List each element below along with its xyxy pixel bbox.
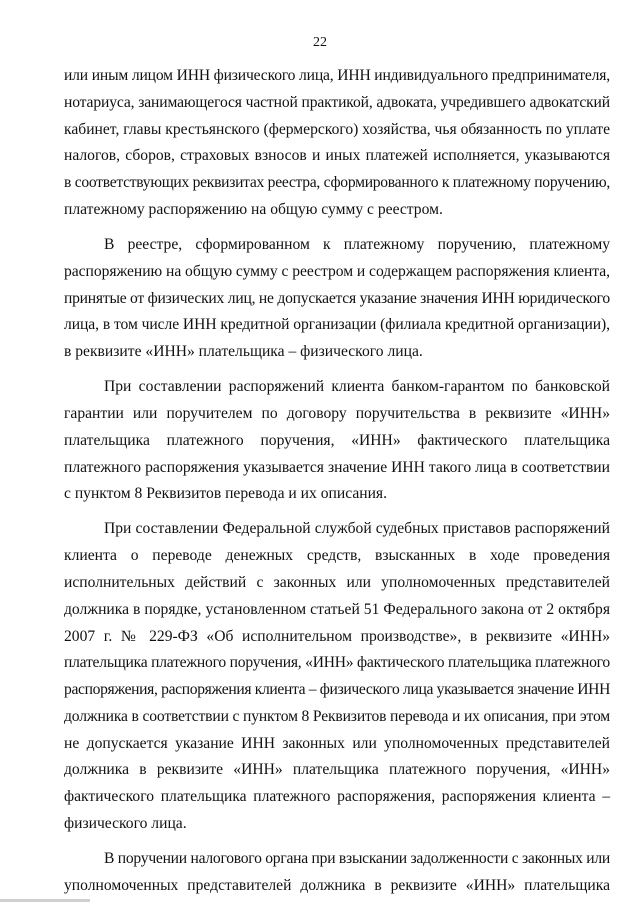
text-line: должника в соответствии с пунктом 8 Реквизитов перевода и их описания, при этом xyxy=(64,707,610,725)
text-line: платежному распоряжению на общую сумму с реестром. xyxy=(64,200,443,218)
document-body xyxy=(64,63,610,908)
text-line: распоряжению на общую сумму с реестром и содержащем распоряжения клиента, xyxy=(64,262,610,280)
text-line: в реквизите «ИНН» плательщика – физического лица. xyxy=(64,343,423,361)
text-line: налогов, сборов, страховых взносов и иных платежей исполняется, указываются xyxy=(64,147,610,165)
text-line: или иным лицом ИНН физического лица, ИНН индивидуального предпринимателя, xyxy=(64,67,610,84)
text-line: При составлении распоряжений клиента банком-гарантом по банковской xyxy=(104,378,610,396)
scan-edge-mark xyxy=(0,899,90,902)
text-line: принятые от физических лиц, не допускается указание значения ИНН юридического xyxy=(64,289,610,307)
text-line: плательщика платежного поручения, «ИНН» фактического плательщика платежного xyxy=(64,654,611,672)
page-number: 22 xyxy=(313,35,327,50)
paragraph xyxy=(64,63,610,224)
paragraph xyxy=(64,232,610,366)
text-line: в соответствующих реквизитах реестра, сформированного к платежному поручению, xyxy=(64,174,610,192)
text-line: физического лица. xyxy=(64,815,187,833)
text-line: гарантии или поручителем по договору поручительства в реквизите «ИНН» xyxy=(64,404,610,422)
text-line: кабинет, главы крестьянского (фермерского) хозяйства, чья обязанность по уплате xyxy=(64,120,610,138)
text-line: с пунктом 8 Реквизитов перевода и их описания. xyxy=(64,485,387,503)
text-line: В поручении налогового органа при взыскании задолженности с законных или xyxy=(104,850,610,868)
text-line: лица, в том числе ИНН кредитной организации (филиала кредитной организации), xyxy=(64,316,610,334)
text-line: 2007 г. № 229-ФЗ «Об исполнительном производстве», в реквизите «ИНН» xyxy=(64,627,610,645)
text-line: клиента о переводе денежных средств, взысканных в ходе проведения xyxy=(64,547,610,565)
text-line: уполномоченных представителей должника в реквизите «ИНН» плательщика xyxy=(64,876,610,894)
text-line: плательщика платежного поручения, «ИНН» фактического плательщика xyxy=(64,431,610,449)
text-line: должника в порядке, установленном статьей 51 Федерального закона от 2 октября xyxy=(64,600,610,618)
text-line: исполнительных действий с законных или уполномоченных представителей xyxy=(64,573,610,591)
paragraph xyxy=(64,516,610,838)
text-line: не допускается указание ИНН законных или уполномоченных представителей xyxy=(64,734,610,752)
text-line: нотариуса, занимающегося частной практикой, адвоката, учредившего адвокатский xyxy=(64,93,610,111)
text-line: должника в реквизите «ИНН» плательщика платежного поручения, «ИНН» xyxy=(64,761,610,779)
text-line: платежного распоряжения указывается значение ИНН такого лица в соответствии xyxy=(64,458,610,476)
text-line: распоряжения, распоряжения клиента – физического лица указывается значение ИНН xyxy=(64,681,610,699)
text-line: фактического плательщика платежного распоряжения, распоряжения клиента – xyxy=(64,788,610,806)
text-line: В реестре, сформированном к платежному поручению, платежному xyxy=(104,235,610,253)
paragraph xyxy=(64,374,610,508)
paragraph xyxy=(64,846,610,900)
text-line: При составлении Федеральной службой судебных приставов распоряжений xyxy=(104,520,610,538)
